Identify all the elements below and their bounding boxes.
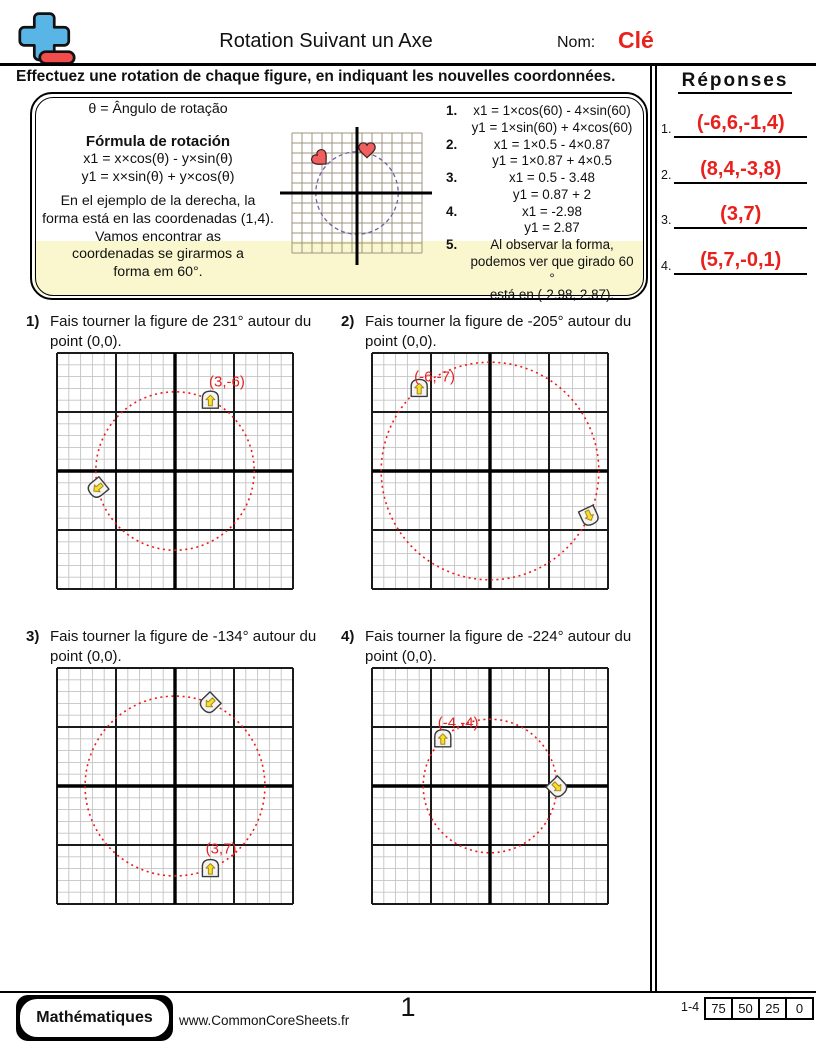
- problem-4-header: [341, 627, 657, 667]
- example-step-4: [446, 204, 638, 238]
- page-number: 1: [400, 992, 416, 1022]
- step-lines: [466, 103, 638, 137]
- brand-name: Mathématiques: [20, 999, 169, 1037]
- step-line: x1 = -2.98: [522, 203, 582, 219]
- heart-icon: [310, 148, 332, 170]
- page-title: Rotation Suivant un Axe: [219, 30, 433, 52]
- problem-1-grid: [56, 352, 294, 590]
- step-line: x1 = 1×cos(60) - 4×sin(60): [473, 103, 631, 118]
- step-lines: [466, 204, 638, 238]
- example-step-1: [446, 103, 638, 137]
- answer-item-1: [661, 102, 807, 138]
- house-original-icon: [435, 730, 451, 747]
- point-coordinates-label: (-6,-7): [414, 368, 455, 386]
- example-step-3: [446, 170, 638, 204]
- step-line: y1 = 2.87: [524, 220, 580, 236]
- header-divider: [0, 63, 816, 66]
- house-rotated-icon: [578, 505, 600, 527]
- step-line: x1 = 1×0.5 - 4×0.87: [493, 136, 611, 152]
- example-step-2: [446, 137, 638, 171]
- answer-number: 4.: [661, 258, 672, 273]
- problem-2-text: Fais tourner la figure de -205° autour du point (0,0).: [365, 313, 632, 350]
- problem-2-number: 2): [341, 313, 355, 330]
- example-grid-column: [274, 98, 446, 296]
- score-cell: 75: [711, 1001, 726, 1016]
- answer-item-4: [661, 239, 807, 275]
- name-label: Nom:: [557, 34, 596, 51]
- example-box: [30, 92, 648, 303]
- step-line: podemos ver que girado 60 °: [470, 253, 634, 286]
- answer-number: 2.: [661, 167, 672, 182]
- problem-2: [341, 312, 657, 386]
- theta-definition: θ = Ângulo de rotação: [88, 101, 228, 117]
- step-number: 5.: [446, 237, 458, 252]
- point-coordinates-label: (3,7): [205, 840, 237, 858]
- house-original-icon: [202, 860, 218, 877]
- step-line: Al observar la forma,: [490, 237, 614, 252]
- example-content: [32, 94, 646, 303]
- example-formula-column: [42, 98, 274, 296]
- step-line: y1 = 0.87 + 2: [512, 186, 592, 202]
- step-line: está en (-2.98, 2.87).: [489, 287, 615, 303]
- answer-number: 1.: [661, 122, 672, 136]
- formula-y: y1 = x×sin(θ) + y×cos(θ): [81, 168, 235, 185]
- answers-heading: [660, 70, 810, 92]
- problem-2-header: [341, 312, 657, 352]
- logo-minus-shape: [40, 52, 74, 64]
- score-cell: 25: [758, 999, 785, 1018]
- step-lines: [466, 170, 638, 204]
- step-number: 2.: [446, 136, 458, 152]
- name-value-key: Clé: [618, 27, 654, 53]
- score-cell: 0: [785, 999, 812, 1018]
- answers-heading-text: Réponses: [678, 70, 793, 94]
- problem-2-grid: [371, 352, 609, 590]
- problem-4-number: 4): [341, 628, 355, 645]
- score-range-label: 1-4: [681, 1000, 700, 1014]
- answer-value: (-6,6,-1,4): [674, 113, 807, 138]
- problem-1-text: Fais tourner la figure de 231° autour du point (0,0).: [50, 313, 312, 350]
- answer-value: (3,7): [674, 204, 807, 229]
- problem-3-grid: [56, 667, 294, 905]
- step-line: x1 = 0.5 - 3.48: [509, 170, 595, 185]
- problem-3-text: Fais tourner la figure de -134° autour du point (0,0).: [50, 628, 317, 665]
- problem-3-header: [26, 627, 342, 667]
- step-number: 1.: [446, 103, 458, 118]
- formula-title: Fórmula de rotación: [85, 132, 231, 150]
- instruction-text: Effectuez une rotation de chaque figure, en indiquant les nouvelles coordonnées.: [16, 68, 616, 85]
- answer-item-2: [661, 148, 807, 184]
- problem-3: [26, 627, 342, 858]
- example-step-5: [446, 237, 638, 304]
- problem-1: [26, 312, 342, 391]
- score-cell: 50: [731, 999, 758, 1018]
- point-coordinates-label: (3,-6): [208, 373, 245, 391]
- problem-4-text: Fais tourner la figure de -224° autour du point (0,0).: [365, 628, 632, 665]
- problem-1-number: 1): [26, 313, 40, 330]
- problem-3-number: 3): [26, 628, 40, 645]
- step-number: 4.: [446, 203, 458, 219]
- house-original-icon: [202, 391, 218, 408]
- house-rotated-icon: [86, 477, 109, 500]
- house-rotated-icon: [198, 692, 221, 715]
- example-grid: [278, 127, 444, 267]
- point-coordinates-label: (-4,-4): [437, 714, 479, 732]
- step-lines: [466, 137, 638, 171]
- problem-4-grid: [371, 667, 609, 905]
- problem-4: [341, 627, 657, 732]
- example-description-2: Vamos encontrar as coordenadas se girarmos a forma em 60°.: [72, 228, 244, 280]
- step-line: y1 = 1×sin(60) + 4×cos(60): [471, 119, 633, 135]
- answers-column-separator: [650, 66, 657, 991]
- step-lines: [466, 237, 638, 304]
- step-number: 3.: [446, 170, 458, 185]
- formula-x: x1 = x×cos(θ) - y×sin(θ): [83, 151, 233, 168]
- score-table: [704, 997, 814, 1020]
- example-steps-column: [446, 98, 638, 303]
- answer-value: (8,4,-3,8): [674, 159, 807, 184]
- answer-item-3: [661, 193, 807, 229]
- site-url: www.CommonCoreSheets.fr: [179, 1013, 350, 1028]
- step-line: y1 = 1×0.87 + 4×0.5: [492, 153, 612, 169]
- answer-number: 3.: [661, 213, 672, 227]
- answer-value: (5,7,-0,1): [674, 250, 807, 275]
- problem-1-header: [26, 312, 342, 352]
- example-description-1: En el ejemplo de la derecha, la forma está en las coordenadas (1,4).: [42, 193, 274, 228]
